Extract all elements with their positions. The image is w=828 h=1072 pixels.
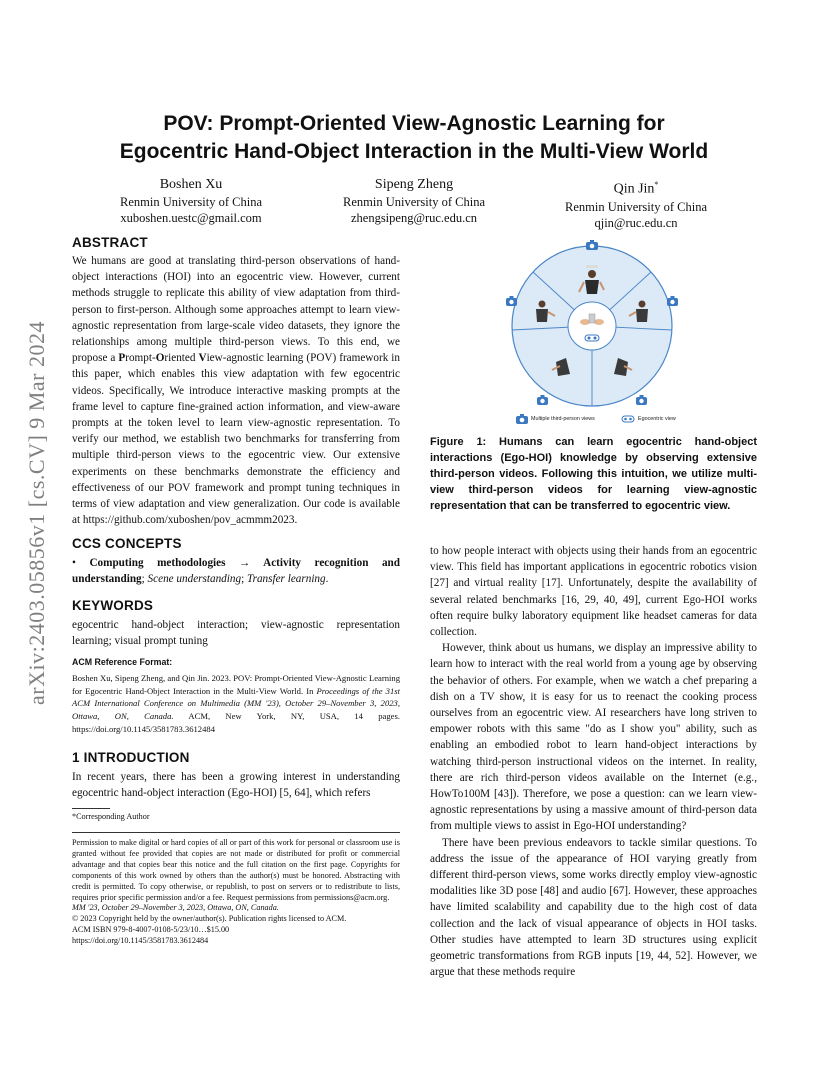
ccs-sep: ; [141,573,148,586]
author-name: Boshen Xu [159,177,223,192]
keywords-text: egocentric hand-object interaction; view-agnostic representation learning; visual prompt tuning [72,619,400,648]
abstract-text [72,253,400,528]
ccs-sep-2: ; [241,573,247,586]
inner-circle [568,302,616,350]
camera-icon [506,296,517,306]
abstract-bold-v: V [198,352,207,365]
legend-third-person: Multiple third-person views [531,416,595,422]
camera-icon [667,296,678,306]
legend-camera-icon [516,414,528,424]
ccs-italic-2: Transfer learning [246,573,326,586]
figure-caption: Figure 1: Humans can learn egocentric hand-object interactions (Ego-HOI) knowledge by observing extensive third-person videos. Following this intuition, we utilize multi-view third-person videos for learning view-agnostic representation that can be transferred to egocentric view. [430,436,757,512]
footnote: *Corresponding Author [72,812,150,821]
camera-icon [537,395,548,405]
camera-icon [636,395,647,405]
permission-venue: MM '23, October 29–November 3, 2023, Ottawa, ON, Canada. [72,903,279,913]
legend-egocentric: Egocentric view [638,416,676,422]
ccs-bullet: • [72,557,76,569]
intro-paragraph-1: to how people interact with objects using their hands from an egocentric view. This field has important applications in egocentric robotics vision [27] and virtual reality [17]. Unfortunately, despite the availability of several related benchmarks [16, 29, 40, 49], current Ego-HOI works often require bulky laboratory equipment like headset cameras for data collection. [430,545,757,639]
permission-doi: https://doi.org/10.1145/3581783.3612484 [72,936,209,946]
permission-isbn: ACM ISBN 979-8-4007-0108-5/23/10…$15.00 [72,925,230,935]
abstract-heading: ABSTRACT [72,235,148,250]
title-line-2: Egocentric Hand-Object Interaction in the Multi-View World [119,140,709,163]
author-block-3 [523,176,749,231]
legend-vr-headset-icon [622,416,634,422]
arxiv-stamp [14,268,60,758]
keywords-heading: KEYWORDS [72,598,154,613]
author-email: qjin@ruc.edu.cn [594,215,678,230]
paper-title [72,110,756,166]
abstract-bold-p: P [118,352,126,365]
author-block-2 [301,176,527,226]
abstract-text-b: rompt- [125,352,156,365]
title-line-1: POV: Prompt-Oriented View-Agnostic Learning for [163,112,665,135]
abstract-text-c: riented [164,352,199,365]
abstract-text-a: We humans are good at translating third-person observations of hand-object interactions (HOI) into an egocentric view. However, current methods struggle to replicate this ability of view adaptation from third-person to first-person. Although some approaches attempt to learn view-agnostic representation from large-scale video datasets, they ignore the relationships among multiple third-person views. To this end, we propose a [72,255,400,365]
intro-left-text: In recent years, there has been a growing interest in understanding egocentric hand-object interaction (Ego-HOI) [5, 64], which refers [72,771,400,800]
permission-copyright: © 2023 Copyright held by the owner/author(s). Publication rights licensed to ACM. [72,914,347,924]
permission-text: Permission to make digital or hard copies of all or part of this work for personal or classroom use is granted without fee provided that copies are not made or distributed for profit or commercial advantage and that copies bear this notice and the full citation on the first page. Copyrights for components of this work owned by others than the author(s) must be honored. Abstracting with credit is permitted. To copy otherwise, or republish, to post on servers or to redistribute to lists, requires prior specific permission and/or a fee. Request permissions from permissions@acm.org. [72,838,400,902]
author-email: zhengsipeng@ruc.edu.cn [350,211,478,225]
intro-paragraph-3: There have been previous endeavors to tackle similar questions. To address the issue of the appearance of HOI varying greatly from different third-person views, some works directly employ view-agnostic modalities like 3D pose [48] and audio [67]. However, these approaches have limited scalability and capability due to the high cost of data collection and the lack of visual appearance of objects in HOI tasks. Other studies have attempted to learn 3D structures using explicit geometric transformations from RGB inputs [19, 44, 52]. However, we argue that these methods require [430,836,757,979]
intro-paragraph-2: However, think about us humans, we display an impressive ability to learn how to interact with the real world from a young age by observing the behavior of others. For example, when we watch a chef preparing a dish on a TV show, it is easy for us to reenact the cooking process ourselves from an egocentric view. AI researchers have long striven to empower robots with this same "do as I show you" ability, such as enabling an embodied robot to learn hand-object interactions by watching third-person instructional videos on the internet. In reality, there are rich third-person videos available on the Internet (e.g., HowTo100M [43]). Therefore, we pose a question: can we learn view-agnostic representations by using a massive amount of third-person data from multiple views to assist in Ego-HOI understanding? [430,642,757,833]
acm-ref-text-a: Boshen Xu, Sipeng Zheng, and Qin Jin. 2023. POV: Prompt-Oriented View-Agnostic Learning for Egocentric Hand-Object Interaction in the Multi-View World. In [72,672,400,696]
acm-ref-text-b: ACM, New York, NY, USA, 14 pages. https://doi.org/10.1145/3581783.3612484 [72,711,400,734]
intro-heading: 1 INTRODUCTION [72,750,190,765]
arxiv-stamp-text: arXiv:2403.05856v1 [cs.CV] 9 Mar 2024 [24,321,49,705]
acm-reference-heading: ACM Reference Format: [72,657,173,667]
footnote-rule [72,808,110,809]
ccs-heading: CCS CONCEPTS [72,536,182,551]
ccs-text [72,555,400,587]
figure-1-graphic [500,234,684,432]
intro-right-column [430,543,757,980]
abstract-bold-o: O [155,352,165,365]
acm-ref-italic: Proceedings of the 31st ACM International Conference on Multimedia (MM '23), October 29–November 3, 2023, Ottawa, ON, Canada. [72,685,400,722]
camera-icon [586,240,598,250]
corresponding-mark: * [654,180,659,189]
ccs-end: . [325,573,329,586]
author-name: Qin Jin [613,181,655,197]
permission-block [72,838,400,947]
acm-reference [72,656,400,736]
author-block-1 [78,176,304,226]
abstract-text-d: iew-agnostic learning (POV) framework in this paper, which enables this view adaptation with few egocentric videos. Specifically, We introduce interactive masking prompts at the frame level to capture fine-grained action information, and view-aware prompts at the token level to learn view-agnostic representation. To verify our method, we establish two benchmarks for transferring from multiple third-person views to the egocentric view. Our extensive experiments on these benchmarks demonstrate the efficiency and effectiveness of our POV framework and prompt tuning techniques in terms of view adaptation and view generalization. Our code is available at https://github.com/xuboshen/pov_acmmm2023. [72,352,400,527]
author-affiliation: Renmin University of China [565,199,707,214]
author-affiliation: Renmin University of China [343,195,485,209]
ccs-bold: Computing methodologies → Activity recognition and understanding [72,557,400,586]
author-affiliation: Renmin University of China [120,195,262,209]
ccs-italic-1: Scene understanding [147,573,242,586]
author-email: xuboshen.uestc@gmail.com [120,211,262,225]
author-name-wrap [523,176,749,198]
author-name: Sipeng Zheng [374,177,454,192]
figure-1 [500,234,684,432]
permission-rule [72,832,400,833]
